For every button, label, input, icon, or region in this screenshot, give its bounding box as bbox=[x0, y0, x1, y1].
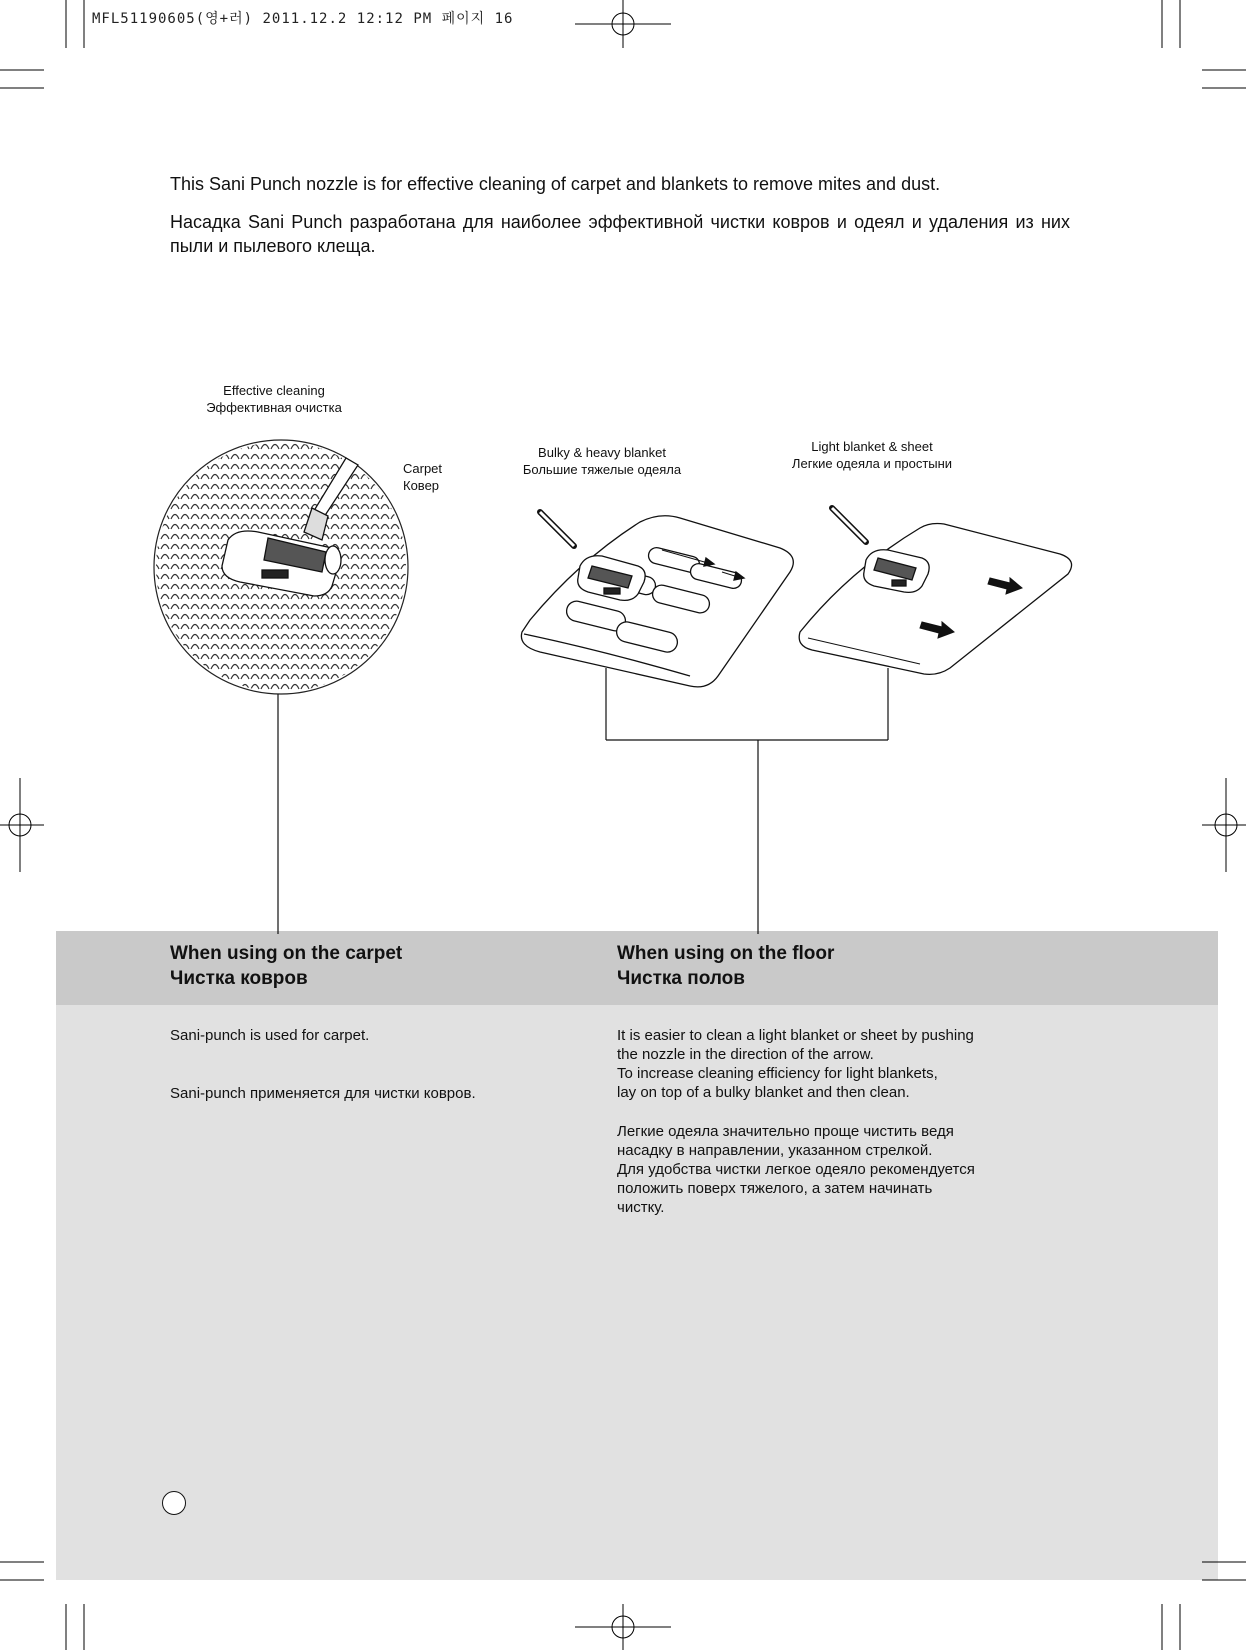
effective-cleaning-ru: Эффективная очистка bbox=[206, 400, 342, 415]
floor-section-header bbox=[617, 941, 1077, 991]
connector-lines bbox=[278, 668, 888, 934]
carpet-section-header bbox=[170, 941, 590, 991]
light-blanket-illustration bbox=[799, 508, 1071, 674]
bulky-ru: Большие тяжелые одеяла bbox=[522, 462, 682, 477]
floor-text-ru-line: Легкие одеяла значительно проще чистить ведя bbox=[617, 1123, 954, 1140]
bulky-blanket-illustration bbox=[521, 512, 793, 687]
floor-text-en-line: lay on top of a bulky blanket and then clean. bbox=[617, 1084, 910, 1101]
carpet-text-ru: Sani-punch применяется для чистки ковров. bbox=[170, 1085, 476, 1102]
light-ru: Легкие одеяла и простыни bbox=[791, 456, 953, 471]
floor-text-ru bbox=[617, 1122, 1097, 1217]
effective-cleaning-label bbox=[206, 382, 342, 416]
light-blanket-label bbox=[792, 438, 952, 472]
effective-cleaning-en: Effective cleaning bbox=[223, 383, 325, 398]
floor-text-ru-line: чистку. bbox=[617, 1199, 665, 1216]
page-number-circle bbox=[162, 1491, 186, 1515]
bulky-blanket-label bbox=[523, 444, 681, 478]
carpet-title-ru: Чистка ковров bbox=[170, 968, 308, 989]
floor-text-ru-line: Для удобства чистки легкое одеяло рекомендуется bbox=[617, 1161, 975, 1178]
floor-text-en bbox=[617, 1026, 1097, 1102]
intro-english: This Sani Punch nozzle is for effective cleaning of carpet and blankets to remove mites and dust. bbox=[170, 174, 941, 194]
floor-text-en-line: the nozzle in the direction of the arrow. bbox=[617, 1046, 874, 1063]
floor-text-en-line: To increase cleaning efficiency for light blankets, bbox=[617, 1065, 938, 1082]
carpet-ru: Ковер bbox=[403, 478, 440, 493]
print-header-meta: MFL51190605(영+러) 2011.12.2 12:12 PM 페이지 16 bbox=[92, 11, 514, 27]
floor-text-ru-line: положить поверх тяжелого, а затем начинать bbox=[617, 1180, 933, 1197]
bulky-en: Bulky & heavy blanket bbox=[538, 445, 666, 460]
floor-title-ru: Чистка полов bbox=[617, 968, 745, 989]
intro-russian: Насадка Sani Punch разработана для наиболее эффективной чистки ковров и одеял и удаления из них пыли и пылевого клеща. bbox=[170, 212, 1070, 256]
carpet-en: Carpet bbox=[403, 461, 443, 476]
floor-text-ru-line: насадку в направлении, указанном стрелкой. bbox=[617, 1142, 933, 1159]
carpet-label bbox=[403, 460, 442, 494]
floor-text-en-line: It is easier to clean a light blanket or sheet by pushing bbox=[617, 1027, 974, 1044]
carpet-text-en: Sani-punch is used for carpet. bbox=[170, 1027, 370, 1044]
floor-title-en: When using on the floor bbox=[617, 943, 835, 964]
light-en: Light blanket & sheet bbox=[811, 439, 933, 454]
carpet-title-en: When using on the carpet bbox=[170, 943, 403, 964]
